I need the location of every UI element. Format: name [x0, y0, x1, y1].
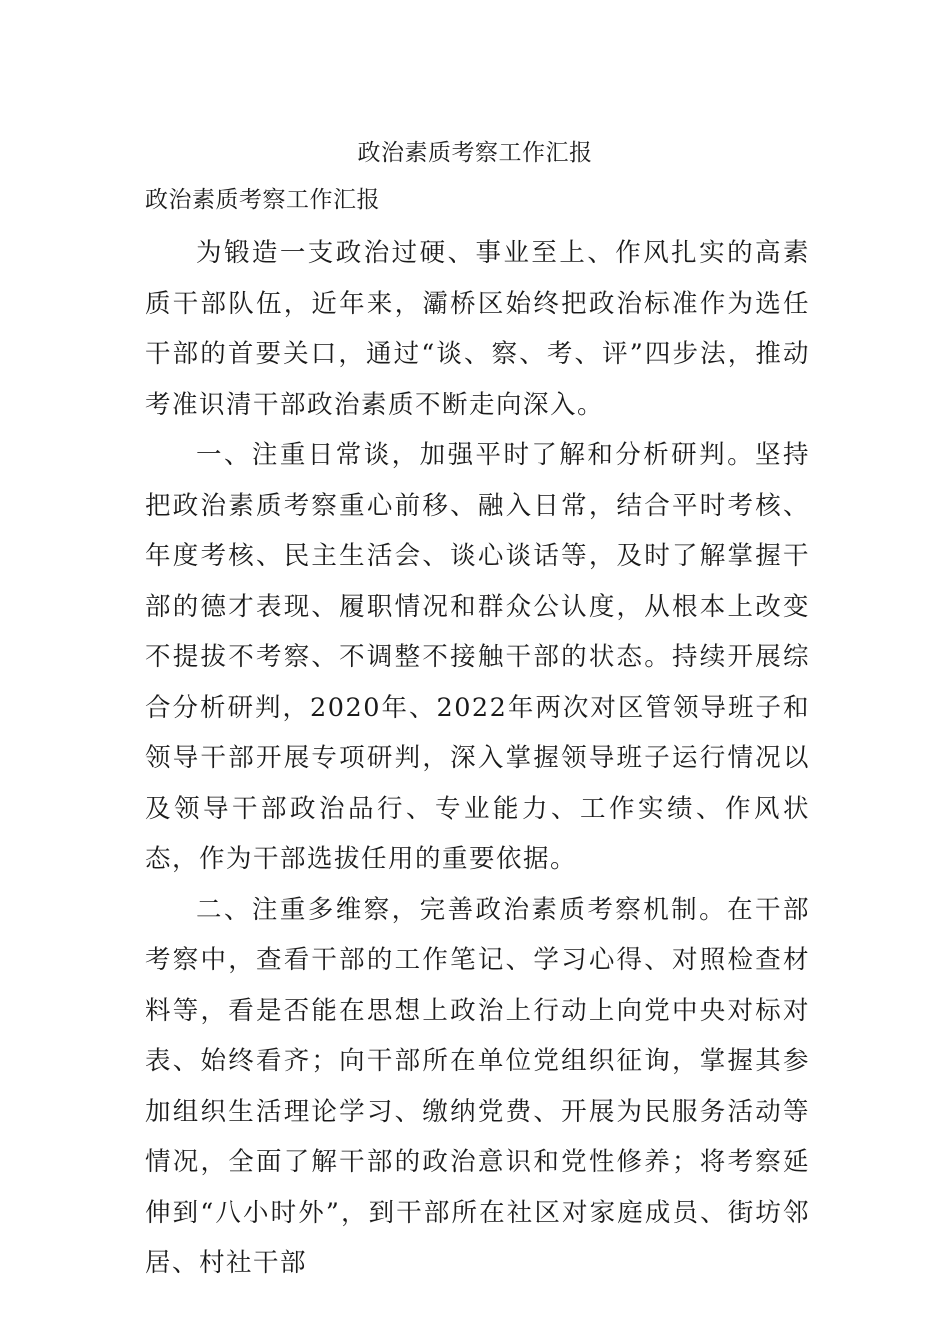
document-title: 政治素质考察工作汇报 [357, 140, 593, 166]
paragraph-section-two: 二、注重多维察，完善政治素质考察机制。在干部考察中，查看干部的工作笔记、学习心得、对照检查材料等，看是否能在思想上政治上行动上向党中央对标对表、始终看齐；向干部所在单位党组织征询，掌握其参加组织生活理论学习、缴纳党费、开展为民服务活动等情况，全面了解干部的政治意识和党性修养；将考察延伸到“八小时外”，到干部所在社区对家庭成员、街坊邻居、村社干部 [145, 894, 810, 1278]
document-subtitle: 政治素质考察工作汇报 [145, 187, 380, 213]
document-body [145, 228, 810, 1289]
paragraph-intro: 为锻造一支政治过硬、事业至上、作风扎实的高素质干部队伍，近年来，灞桥区始终把政治标准作为选任干部的首要关口，通过“谈、察、考、评”四步法，推动考准识清干部政治素质不断走向深入。 [145, 238, 810, 420]
paragraph-section-one: 一、注重日常谈，加强平时了解和分析研判。坚持把政治素质考察重心前移、融入日常，结合平时考核、年度考核、民主生活会、谈心谈话等，及时了解掌握干部的德才表现、履职情况和群众公认度，从根本上改变不提拔不考察、不调整不接触干部的状态。持续开展综合分析研判，2020年、2022年两次对区管领导班子和领导干部开展专项研判，深入掌握领导班子运行情况以及领导干部政治品行、专业能力、工作实绩、作风状态，作为干部选拔任用的重要依据。 [145, 440, 810, 874]
